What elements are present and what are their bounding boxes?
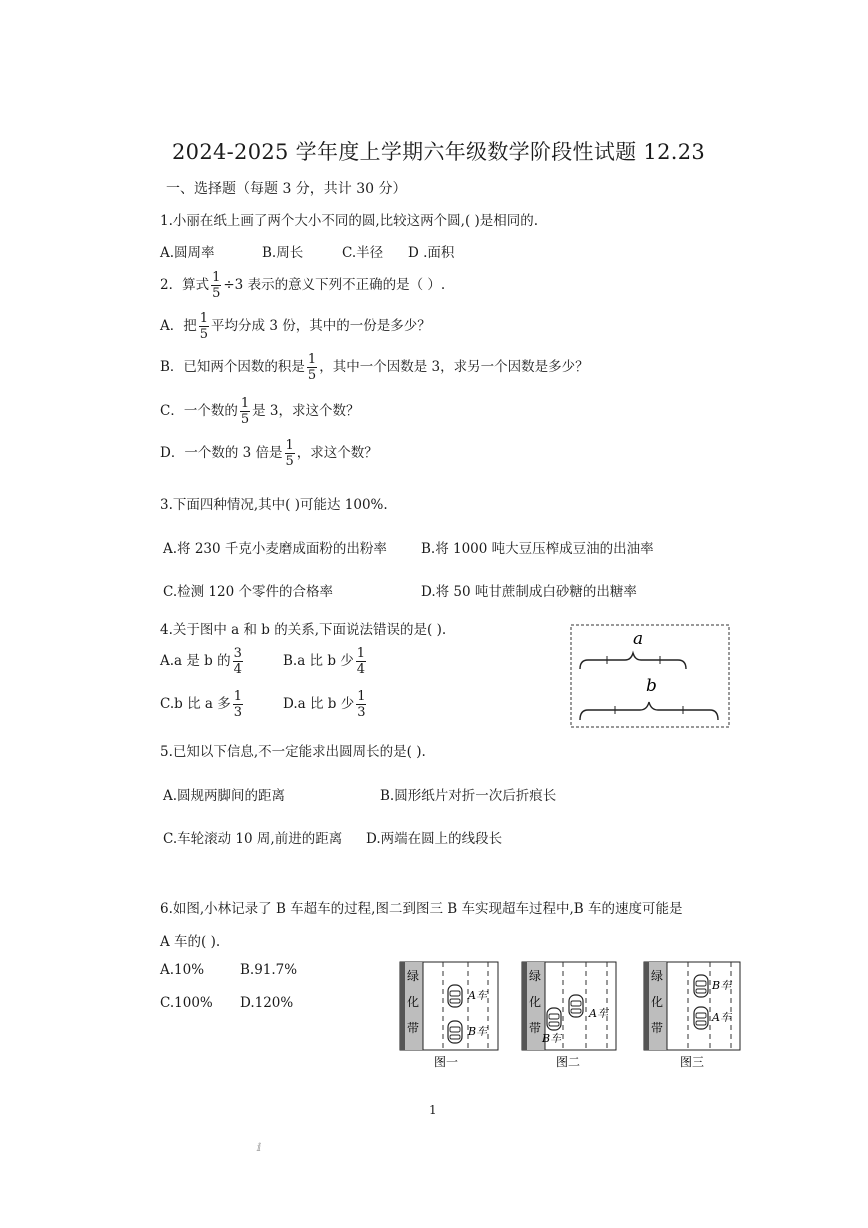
question-1-option-b: B.周长 [262, 245, 304, 261]
car-a-label: A车 [589, 1007, 608, 1020]
question-5-option-b: B.圆形纸片对折一次后折痕长 [380, 788, 557, 804]
car-a-icon [448, 985, 462, 1007]
page-number: 1 [429, 1103, 437, 1117]
question-5-option-a: A.圆规两脚间的距离 [163, 788, 286, 804]
fraction: $\frac{1}{5}$ [212, 270, 221, 301]
figure-caption: 图三 [680, 1055, 705, 1069]
car-a-icon [694, 1007, 708, 1029]
question-4-stem: 4.关于图中 a 和 b 的关系,下面说法错误的是( ). [160, 622, 447, 638]
figure-two [522, 962, 616, 1069]
fraction: $\frac{1}{5}$ [199, 311, 209, 342]
fraction: $\frac{1}{4}$ [356, 646, 366, 677]
question-3-option-a: A.将 230 千克小麦磨成面粉的出粉率 [163, 541, 387, 557]
question-2-option-c: C．一个数的 $\frac{1}{5}$ 是 3，求这个数？ [160, 396, 360, 427]
car-a-label: A车 [468, 989, 487, 1002]
fraction: $\frac{1}{5}$ [285, 438, 294, 469]
green-belt-char: 化 [529, 995, 542, 1009]
car-b-label: B车 [468, 1025, 488, 1038]
car-a-icon [569, 995, 583, 1017]
label-a: a [633, 629, 644, 649]
question-6-option-a: A.10% [160, 962, 205, 978]
question-6-stem-line2: A 车的( ). [160, 934, 221, 950]
question-1-option-a: A.圆周率 [160, 245, 215, 261]
section-header: 一、选择题（每题 3 分，共计 30 分） [166, 181, 407, 197]
green-belt-char: 绿 [407, 969, 420, 983]
car-b-icon [448, 1021, 462, 1043]
question-6-option-d: D.120% [240, 995, 294, 1011]
green-belt-char: 化 [651, 995, 664, 1009]
question-2-option-a: A．把 $\frac{1}{5}$ 平均分成 3 份，其中的一份是多少？ [160, 311, 431, 342]
question-5-stem: 5.已知以下信息,不一定能求出圆周长的是( ). [160, 744, 426, 760]
question-6-stem-line1: 6.如图,小林记录了 B 车超车的过程,图二到图三 B 车实现超车过程中,B 车的速度可能是 [160, 901, 683, 917]
question-4-option-b: B.a 比 b 少 $\frac{1}{4}$ [283, 646, 366, 677]
green-belt-char: 带 [529, 1021, 542, 1035]
fraction: $\frac{1}{5}$ [307, 352, 317, 383]
fraction: $\frac{3}{4}$ [233, 646, 242, 677]
green-belt-char: 带 [651, 1021, 664, 1035]
question-4-option-a: A.a 是 b 的 $\frac{3}{4}$ [160, 646, 242, 677]
car-b-label: B车 [712, 979, 732, 992]
question-3-stem: 3.下面四种情况,其中( )可能达 100%. [160, 497, 388, 513]
figure-three [644, 962, 740, 1069]
question-3-option-c: C.检测 120 个零件的合格率 [163, 584, 333, 600]
green-belt-char: 绿 [651, 969, 664, 983]
car-b-icon [694, 975, 708, 997]
figure-one [400, 962, 498, 1069]
figure-caption: 图二 [556, 1055, 581, 1069]
question-2-stem: 2．算式 $\frac{1}{5}$ ÷3 表示的意义下列不正确的是（ ）. [160, 270, 446, 301]
segment-diagram [570, 624, 730, 728]
fraction: $\frac{1}{3}$ [357, 689, 366, 720]
label-b: b [646, 676, 657, 696]
page-title: 2024-2025 学年度上学期六年级数学阶段性试题 12.23 [172, 140, 706, 164]
green-belt-char: 化 [407, 995, 420, 1009]
green-belt-char: 绿 [529, 969, 542, 983]
question-1-option-d: D .面积 [408, 245, 455, 261]
question-3-option-d: D.将 50 吨甘蔗制成白砂糖的出糖率 [421, 584, 637, 600]
question-5-option-c: C.车轮滚动 10 周,前进的距离 [163, 831, 343, 847]
car-b-icon [547, 1008, 561, 1030]
question-2-option-d: D．一个数的 3 倍是 $\frac{1}{5}$ ，求这个数？ [160, 438, 378, 469]
figure-caption: 图一 [434, 1055, 459, 1069]
question-2-option-b: B．已知两个因数的积是 $\frac{1}{5}$ ，其中一个因数是 3，求另一个因数是多少？ [160, 352, 589, 383]
question-1-stem: 1.小丽在纸上画了两个大小不同的圆,比较这两个圆,( )是相同的. [160, 213, 539, 229]
overtaking-diagrams [396, 960, 756, 1072]
question-6-option-b: B.91.7% [240, 962, 298, 978]
car-b-label: B车 [542, 1032, 562, 1045]
question-1-option-c: C.半径 [342, 245, 384, 261]
fraction: $\frac{1}{5}$ [240, 396, 250, 427]
question-4-option-d: D.a 比 b 少 $\frac{1}{3}$ [283, 689, 366, 720]
question-6-option-c: C.100% [160, 995, 213, 1011]
question-3-option-b: B.将 1000 吨大豆压榨成豆油的出油率 [421, 541, 654, 557]
car-a-label: A车 [712, 1011, 731, 1024]
fraction: $\frac{1}{3}$ [233, 689, 242, 720]
brace-a [580, 653, 686, 669]
green-belt-char: 带 [407, 1021, 420, 1035]
question-4-option-c: C.b 比 a 多 $\frac{1}{3}$ [160, 689, 242, 720]
brace-b [580, 702, 718, 720]
stray-mark: ⅈ [257, 1141, 262, 1154]
question-5-option-d: D.两端在圆上的线段长 [366, 831, 503, 847]
